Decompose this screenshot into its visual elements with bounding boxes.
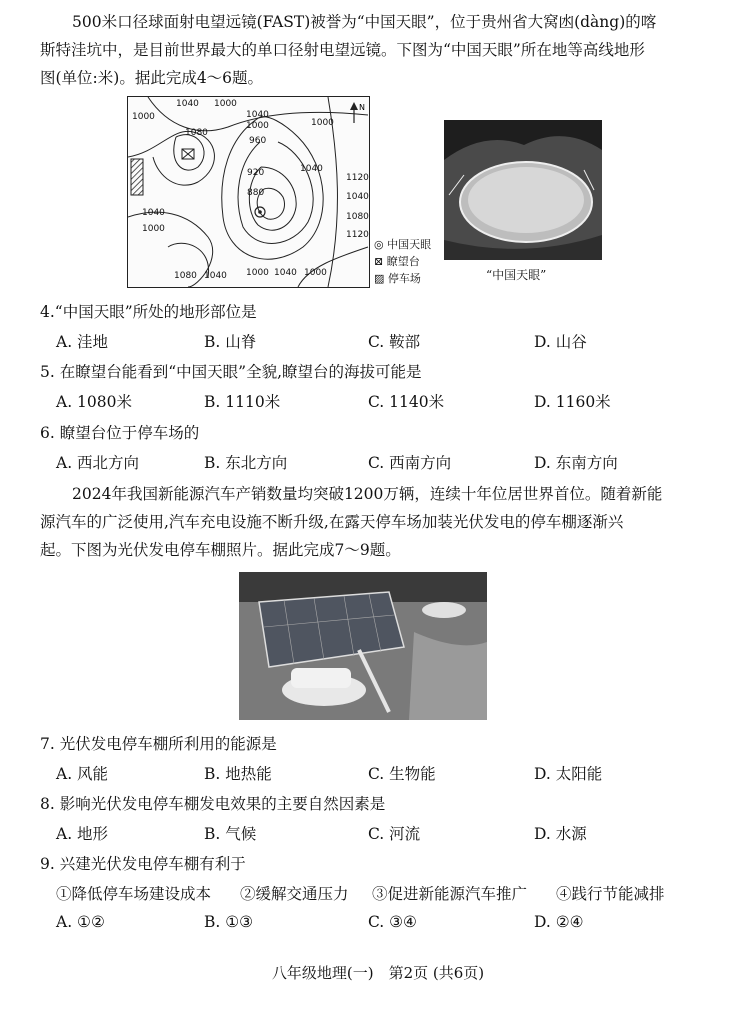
q8-option-b: B. 气候 xyxy=(204,825,257,843)
observation-deck-icon xyxy=(182,149,194,159)
q9-option-c: C. ③④ xyxy=(368,913,417,931)
intro-paragraph-2 xyxy=(40,480,720,564)
q9-option-d: D. ②④ xyxy=(534,913,584,931)
contour-label-7: 1000 xyxy=(246,121,269,131)
legend-item-fast: ◎ 中国天眼 xyxy=(374,238,432,251)
contour-label-20: 1000 xyxy=(246,268,269,278)
contour-label-15: 1040 xyxy=(142,208,165,218)
q9-option-a: A. ①② xyxy=(56,913,105,931)
q9-option-b: B. ①③ xyxy=(204,913,254,931)
contour-label-14: 1080 xyxy=(346,212,369,222)
header-stamp-fragment xyxy=(440,0,550,6)
question-6-stem: 6. 瞭望台位于停车场的 xyxy=(40,424,200,442)
intro1-line2: 斯特洼坑中，是目前世界最大的单口径射电望远镜。下图为“中国天眼”所在地等高线地形 xyxy=(40,41,645,59)
page-footer: 八年级地理(一) 第2页 (共6页) xyxy=(271,964,485,982)
q6-option-d: D. 东南方向 xyxy=(534,454,618,472)
question-7-stem: 7. 光伏发电停车棚所利用的能源是 xyxy=(40,735,277,753)
question-4-stem: 4.“中国天眼”所处的地形部位是 xyxy=(40,303,257,321)
parking-lot-hatch xyxy=(131,159,143,195)
contour-label-9: 920 xyxy=(247,168,265,178)
contour-label-12: 1120 xyxy=(346,173,369,183)
solar-carport-photo xyxy=(239,572,487,720)
box-icon: ⊠ xyxy=(374,255,384,268)
q4-option-d: D. 山谷 xyxy=(534,333,587,351)
q4-option-b: B. 山脊 xyxy=(204,333,257,351)
q9-statement-2: ②缓解交通压力 xyxy=(240,885,349,903)
contour-label-6: 1080 xyxy=(185,128,208,138)
fast-target-icon xyxy=(255,207,265,217)
q6-option-b: B. 东北方向 xyxy=(204,454,288,472)
q4-option-a: A. 洼地 xyxy=(56,333,109,351)
intro2-line1: 2024年我国新能源汽车产销数量均突破1200万辆，连续十年位居世界首位。随着新能 xyxy=(72,485,663,503)
contour-label-4: 1000 xyxy=(132,112,155,122)
contour-label-21: 1040 xyxy=(274,268,297,278)
legend-item-deck: ⊠ 瞭望台 xyxy=(374,255,420,268)
contour-label-22: 1000 xyxy=(304,268,327,278)
contour-map-svg xyxy=(128,97,369,287)
q5-option-d: D. 1160米 xyxy=(534,393,611,411)
target-icon: ◎ xyxy=(374,238,384,251)
contour-label-3: 1040 xyxy=(246,110,269,120)
q8-option-c: C. 河流 xyxy=(368,825,421,843)
q9-statement-3: ③促进新能源汽车推广 xyxy=(372,885,528,903)
contour-label-17: 1120 xyxy=(346,230,369,240)
q7-option-a: A. 风能 xyxy=(56,765,109,783)
q4-option-c: C. 鞍部 xyxy=(368,333,421,351)
q7-option-b: B. 地热能 xyxy=(204,765,272,783)
q9-statement-1: ①降低停车场建设成本 xyxy=(56,885,212,903)
north-arrow-icon xyxy=(350,102,365,123)
map-legend xyxy=(374,236,431,287)
intro1-line3: 图(单位:米)。据此完成4～6题。 xyxy=(40,69,264,87)
intro-paragraph-1 xyxy=(40,8,720,92)
question-5-stem: 5. 在瞭望台能看到“中国天眼”全貌,瞭望台的海拔可能是 xyxy=(40,363,422,381)
question-8-stem: 8. 影响光伏发电停车棚发电效果的主要自然因素是 xyxy=(40,795,386,813)
fast-photo-caption: “中国天眼” xyxy=(486,268,547,282)
contour-label-8: 960 xyxy=(249,136,267,146)
q5-option-b: B. 1110米 xyxy=(204,393,281,411)
contour-label-13: 1040 xyxy=(346,192,369,202)
contour-label-10: 880 xyxy=(247,188,265,198)
q7-option-c: C. 生物能 xyxy=(368,765,436,783)
hatch-icon: ▨ xyxy=(374,272,385,285)
legend-item-parking: ▨ 停车场 xyxy=(374,272,421,285)
contour-label-19: 1040 xyxy=(204,271,227,281)
question-9-stem: 9. 兴建光伏发电停车棚有利于 xyxy=(40,855,246,873)
contour-label-1: 1040 xyxy=(176,99,199,109)
contour-label-11: 1040 xyxy=(300,164,323,174)
q6-option-a: A. 西北方向 xyxy=(56,454,140,472)
contour-label-5: 1000 xyxy=(311,118,334,128)
intro1-line1: 500米口径球面射电望远镜(FAST)被誉为“中国天眼”，位于贵州省大窝凼(dàng)的喀 xyxy=(72,13,657,31)
intro2-line2: 源汽车的广泛使用,汽车充电设施不断升级,在露天停车场加装光伏发电的停车棚逐渐兴 xyxy=(40,513,624,531)
q8-option-a: A. 地形 xyxy=(56,825,109,843)
intro2-line3: 起。下图为光伏发电停车棚照片。据此完成7～9题。 xyxy=(40,541,401,559)
contour-label-16: 1000 xyxy=(142,224,165,234)
contour-map xyxy=(127,96,370,288)
q7-option-d: D. 太阳能 xyxy=(534,765,603,783)
q6-option-c: C. 西南方向 xyxy=(368,454,452,472)
q5-option-c: C. 1140米 xyxy=(368,393,445,411)
north-label: N xyxy=(359,103,365,112)
contour-label-2: 1000 xyxy=(214,99,237,109)
q8-option-d: D. 水源 xyxy=(534,825,587,843)
fast-photo xyxy=(444,120,602,260)
q5-option-a: A. 1080米 xyxy=(56,393,132,411)
q9-statement-4: ④践行节能减排 xyxy=(556,885,665,903)
contour-label-18: 1080 xyxy=(174,271,197,281)
